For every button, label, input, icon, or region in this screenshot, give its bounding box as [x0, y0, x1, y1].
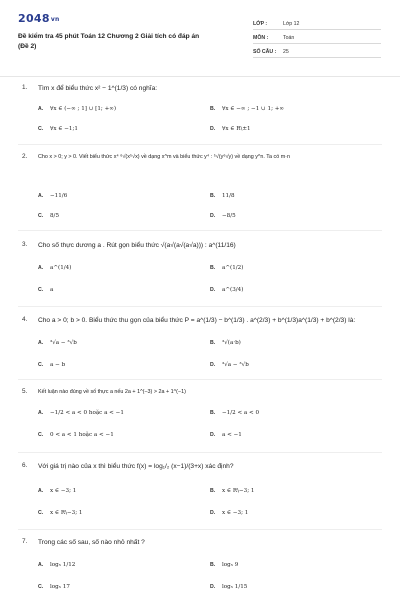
option-value: log₅ 17	[50, 584, 70, 590]
option-value: log₅ 1/12	[50, 562, 76, 568]
option-d[interactable]	[210, 584, 247, 590]
option-value: x ∈ R\−3; 1	[222, 488, 255, 494]
question-divider	[18, 529, 382, 530]
question-text: Trong các số sau, số nào nhỏ nhất ?	[38, 539, 145, 546]
option-label: D.	[210, 510, 216, 516]
option-value: a^(3/4)	[222, 287, 244, 293]
option-c[interactable]	[38, 362, 65, 368]
option-d[interactable]	[210, 432, 242, 438]
exam-title	[18, 32, 238, 51]
option-b[interactable]	[210, 340, 241, 346]
option-c[interactable]	[38, 510, 82, 516]
option-value: ³√(a·b)	[222, 340, 241, 346]
option-value: 8/5	[50, 213, 60, 219]
option-d[interactable]	[210, 126, 251, 132]
option-value: ∀x ∈ R\±1	[222, 126, 251, 132]
option-c[interactable]	[38, 432, 114, 438]
option-value: a^(1/4)	[50, 265, 72, 271]
option-label: C.	[38, 510, 44, 516]
option-value: ³√a − ³√b	[50, 340, 77, 346]
option-label: C.	[38, 584, 44, 590]
logo-suffix: vn	[50, 16, 60, 23]
site-logo[interactable]	[18, 12, 60, 25]
option-d[interactable]	[210, 287, 243, 293]
option-d[interactable]	[210, 510, 248, 516]
question-text: Cho a > 0; b > 0. Biểu thức thu gọn của biểu thức P = a^(1/3) − b^(1/3) . a^(2/3) + b^(1/3)a^(1/3) + b^(2/3) là:	[38, 317, 356, 324]
option-label: A.	[38, 562, 44, 568]
option-value: ∀x ∈ −∞ ; −1 ∪ 1; +∞	[222, 106, 285, 112]
option-value: −1/2 < a < 0	[222, 410, 260, 416]
meta-value: Toán	[283, 35, 295, 41]
question-divider	[18, 379, 382, 380]
option-a[interactable]	[38, 193, 67, 199]
meta-row-subject	[253, 30, 381, 44]
option-label: A.	[38, 193, 44, 199]
option-a[interactable]	[38, 488, 76, 494]
option-value: log₅ 1/15	[222, 584, 248, 590]
exam-meta	[253, 16, 381, 58]
option-value: log₅ 9	[222, 562, 239, 568]
option-label: C.	[38, 213, 44, 219]
question-number: 6.	[22, 462, 28, 469]
question-number: 1.	[22, 84, 28, 91]
option-label: D.	[210, 287, 216, 293]
exam-title-line2: (Đề 2)	[18, 42, 37, 50]
option-b[interactable]	[210, 265, 243, 271]
option-a[interactable]	[38, 340, 77, 346]
question-divider	[18, 144, 382, 145]
option-b[interactable]	[210, 106, 284, 112]
option-b[interactable]	[210, 410, 259, 416]
option-c[interactable]	[38, 584, 70, 590]
meta-key: SỐ CÂU :	[253, 49, 277, 55]
option-value: a	[50, 287, 54, 293]
option-a[interactable]	[38, 106, 116, 112]
question-text: Cho số thực dương a . Rút gọn biểu thức √(a√(a√(a√a))) : a^(11/16)	[38, 242, 236, 249]
option-b[interactable]	[210, 193, 235, 199]
option-value: ∀x ∈ −1;1	[50, 126, 78, 132]
option-value: 11/8	[222, 193, 235, 199]
option-label: D.	[210, 584, 216, 590]
option-value: a^(1/2)	[222, 265, 244, 271]
exam-header	[0, 0, 400, 77]
question-number: 4.	[22, 316, 28, 323]
meta-value: 25	[283, 49, 289, 55]
question-divider	[18, 452, 382, 453]
meta-row-count	[253, 44, 381, 58]
option-label: D.	[210, 432, 216, 438]
option-value: x ∈ −3; 1	[222, 510, 249, 516]
question-text: Kết luận nào đúng về số thực a nếu 2a + 1^(−3) > 2a + 1^(−1)	[38, 389, 186, 395]
option-label: A.	[38, 265, 44, 271]
option-value: ∀x ∈ (−∞ ; 1] ∪ [1; +∞)	[50, 106, 117, 112]
option-value: ³√a − ³√b	[222, 362, 249, 368]
logo-text: 2048	[18, 12, 50, 25]
option-c[interactable]	[38, 213, 59, 219]
question-number: 5.	[22, 388, 28, 395]
option-label: A.	[38, 340, 44, 346]
option-label: B.	[210, 265, 216, 271]
option-label: D.	[210, 213, 216, 219]
option-value: a < −1	[222, 432, 242, 438]
option-label: A.	[38, 410, 44, 416]
option-a[interactable]	[38, 265, 71, 271]
option-label: B.	[210, 193, 216, 199]
option-value: 0 < a < 1 hoặc a < −1	[50, 432, 114, 438]
option-c[interactable]	[38, 126, 78, 132]
meta-key: MÔN :	[253, 35, 269, 41]
option-label: B.	[210, 488, 216, 494]
option-label: B.	[210, 340, 216, 346]
meta-key: LỚP :	[253, 21, 268, 27]
exam-title-line1: Đề kiểm tra 45 phút Toán 12 Chương 2 Giải tích có đáp án	[18, 33, 200, 40]
question-text: Tìm x để biểu thức x² − 1^(1/3) có nghĩa:	[38, 85, 158, 92]
question-number: 3.	[22, 241, 28, 248]
option-value: x ∈ −3; 1	[50, 488, 77, 494]
question-number: 2.	[22, 153, 28, 160]
option-label: C.	[38, 287, 44, 293]
option-label: B.	[210, 562, 216, 568]
option-value: −8/5	[222, 213, 236, 219]
option-value: a − b	[50, 362, 66, 368]
option-label: B.	[210, 410, 216, 416]
option-a[interactable]	[38, 410, 124, 416]
option-b[interactable]	[210, 488, 254, 494]
meta-value: Lớp 12	[283, 21, 300, 27]
option-label: D.	[210, 362, 216, 368]
option-label: A.	[38, 488, 44, 494]
option-d[interactable]	[210, 362, 249, 368]
option-c[interactable]	[38, 287, 53, 293]
option-b[interactable]	[210, 562, 238, 568]
option-label: C.	[38, 362, 44, 368]
question-divider	[18, 306, 382, 307]
meta-row-class	[253, 16, 381, 30]
question-text: Với giá trị nào của x thì biểu thức f(x) = log₁/₂ (x−1)/(3+x) xác định?	[38, 463, 234, 470]
option-value: x ∈ R\−3; 1	[50, 510, 83, 516]
option-a[interactable]	[38, 562, 75, 568]
question-text: Cho x > 0; y > 0. Viết biểu thức x⁴ ⁶√(x⁵√x) về dạng x^m và biểu thức y⁴ : ⁵√(y⁶√y) về dạng y^n. Ta có m·n	[38, 154, 290, 160]
option-d[interactable]	[210, 213, 236, 219]
option-label: D.	[210, 126, 216, 132]
question-number: 7.	[22, 538, 28, 545]
option-label: B.	[210, 106, 216, 112]
question-divider	[18, 230, 382, 231]
option-label: C.	[38, 126, 44, 132]
option-label: C.	[38, 432, 44, 438]
option-value: −1/2 < a < 0 hoặc a < −1	[50, 410, 124, 416]
option-label: A.	[38, 106, 44, 112]
option-value: −11/6	[50, 193, 68, 199]
